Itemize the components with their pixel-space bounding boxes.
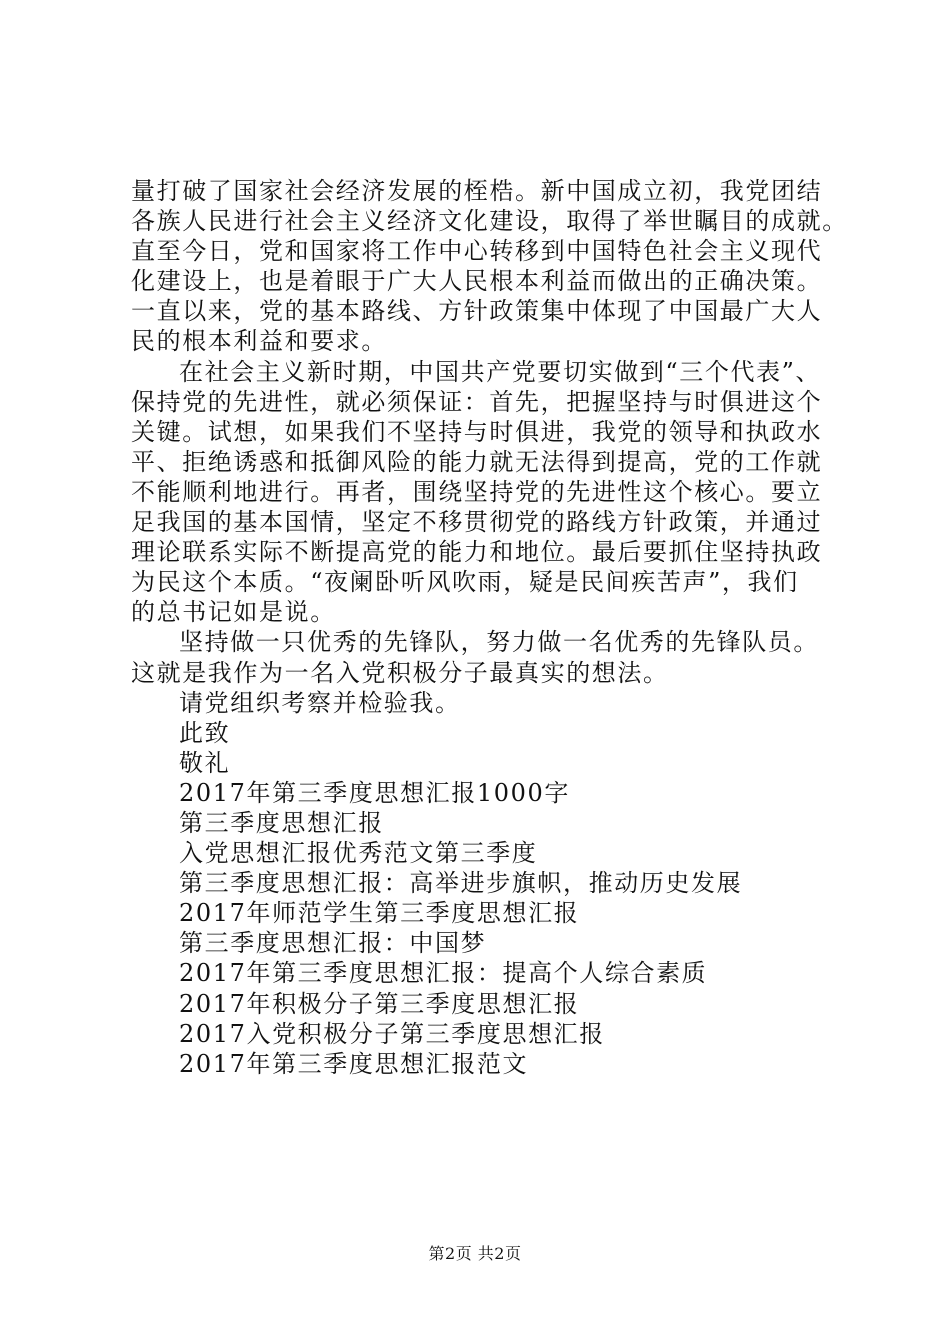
text-line: 理论联系实际不断提高党的能力和地位。最后要抓住坚持执政	[131, 538, 823, 567]
text-line: 直至今日，党和国家将工作中心转移到中国特色社会主义现代	[131, 237, 823, 266]
document-body	[131, 176, 848, 1079]
text-line: 2017入党积极分子第三季度思想汇报	[179, 1019, 605, 1048]
text-line: 第三季度思想汇报：中国梦	[179, 929, 487, 958]
text-line: 2017年积极分子第三季度思想汇报	[179, 989, 580, 1018]
text-line: 民的根本利益和要求。	[131, 327, 387, 356]
text-line: 2017年第三季度思想汇报范文	[179, 1049, 529, 1078]
text-line: 保持党的先进性，就必须保证：首先，把握坚持与时俱进这个	[131, 387, 823, 416]
text-line: 第三季度思想汇报	[179, 808, 384, 837]
text-line: 各族人民进行社会主义经济文化建设，取得了举世瞩目的成就。	[131, 207, 848, 236]
text-line: 化建设上，也是着眼于广大人民根本利益而做出的正确决策。	[131, 267, 823, 296]
text-line: 不能顺利地进行。再者，围绕坚持党的先进性这个核心。要立	[131, 477, 823, 506]
text-line: 请党组织考察并检验我。	[179, 688, 461, 717]
text-line: 足我国的基本国情，坚定不移贯彻党的路线方针政策，并通过	[131, 508, 823, 537]
text-line: 2017年第三季度思想汇报：提高个人综合素质	[179, 959, 708, 988]
text-line: 量打破了国家社会经济发展的桎梏。新中国成立初，我党团结	[131, 177, 823, 205]
text-line: 此致	[179, 718, 231, 747]
text-line: 入党思想汇报优秀范文第三季度	[179, 839, 538, 868]
text-line: 在社会主义新时期，中国共产党要切实做到“三个代表”、	[179, 357, 822, 386]
text-line: 的总书记如是说。	[131, 598, 336, 627]
text-line: 第三季度思想汇报：高举进步旗帜，推动历史发展	[179, 869, 743, 898]
text-line: 为民这个本质。“夜阑卧听风吹雨，疑是民间疾苦声”，我们	[131, 568, 799, 597]
page-number-footer: 第2页 共2页	[428, 1244, 522, 1263]
text-line: 平、拒绝诱惑和抵御风险的能力就无法得到提高，党的工作就	[131, 447, 823, 476]
text-line: 敬礼	[179, 748, 231, 777]
text-line: 坚持做一只优秀的先锋队，努力做一名优秀的先锋队员。	[179, 628, 819, 657]
text-line: 2017年师范学生第三季度思想汇报	[179, 899, 580, 928]
text-line: 关键。试想，如果我们不坚持与时俱进，我党的领导和执政水	[131, 417, 823, 446]
text-line: 一直以来，党的基本路线、方针政策集中体现了中国最广大人	[131, 297, 823, 326]
text-line: 2017年第三季度思想汇报1000字	[179, 778, 570, 807]
text-line: 这就是我作为一名入党积极分子最真实的想法。	[131, 658, 669, 687]
